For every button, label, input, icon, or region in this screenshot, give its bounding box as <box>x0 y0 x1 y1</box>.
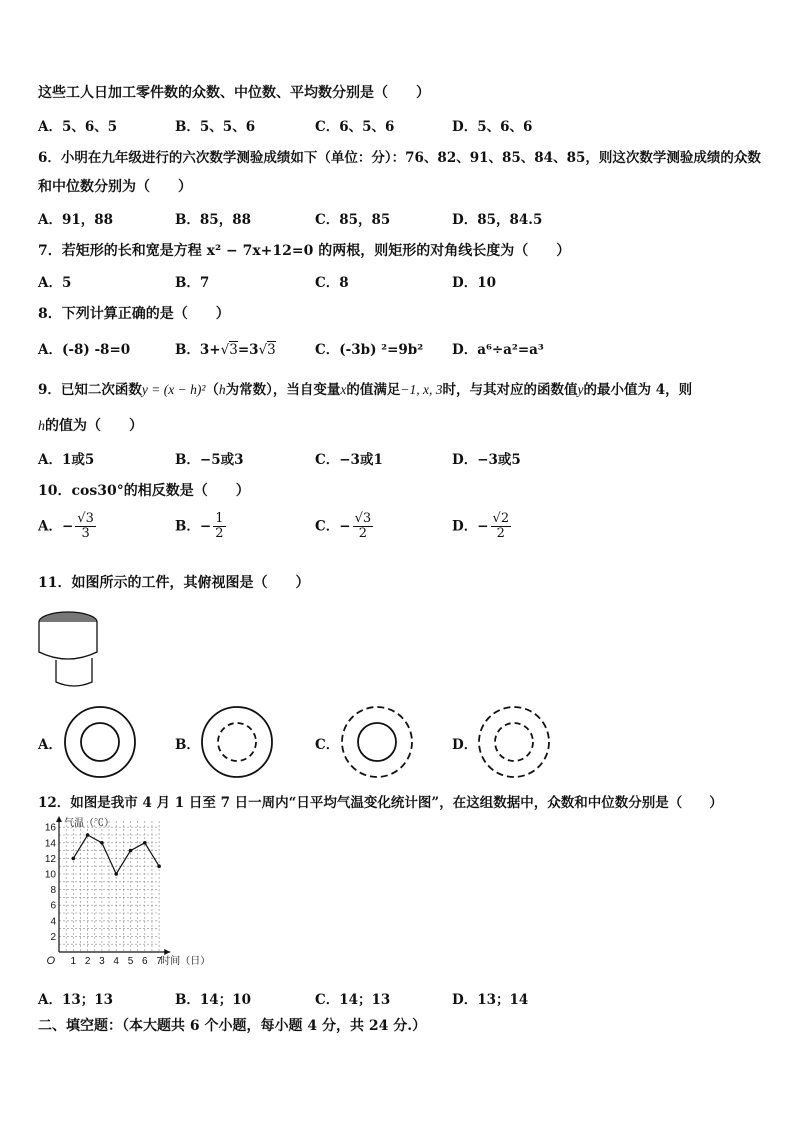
option-b: B．5、5、6 <box>175 119 256 135</box>
y-axis-arrow <box>56 816 62 822</box>
q9-text: 的最小值为 4，则 <box>583 382 693 398</box>
denominator: 3 <box>81 526 90 542</box>
option-d <box>452 512 511 542</box>
var-x: x <box>340 382 347 397</box>
option-d: D．5、6、6 <box>452 119 533 135</box>
var-h: h <box>218 382 226 397</box>
option-a <box>38 512 96 542</box>
x-tick-label: 5 <box>127 956 134 967</box>
option-d: D．a⁶÷a²=a³ <box>452 342 544 358</box>
data-point <box>72 857 76 861</box>
function-expression: y = (x − h)² <box>141 382 206 397</box>
numerator: √2 <box>492 511 510 526</box>
numerator: 1 <box>215 511 224 526</box>
var-y: y <box>577 382 584 397</box>
y-tick-label: 2 <box>50 931 56 943</box>
option-d: D． <box>452 737 478 753</box>
y-tick-label: 16 <box>44 822 56 834</box>
top-view-option-a <box>63 705 137 779</box>
option-b <box>175 512 226 542</box>
y-tick-label: 4 <box>50 916 56 928</box>
value-list: −1, x, 3 <box>400 382 443 397</box>
x-tick-label: 3 <box>99 956 105 967</box>
y-axis-label: 气温（℃） <box>64 818 114 829</box>
numerator: √3 <box>354 511 372 526</box>
section-heading: 二、填空题：（本大题共 6 个小题，每小题 4 分，共 24 分.） <box>38 1018 427 1034</box>
var-h: h <box>38 419 45 434</box>
y-tick-label: 10 <box>44 869 56 881</box>
option-c: C． <box>315 737 340 753</box>
q9-text: 的值满足 <box>346 382 401 398</box>
option-c: C．8 <box>315 275 349 291</box>
option-a: A．1或5 <box>38 452 95 468</box>
option-b: B．85，88 <box>175 212 251 228</box>
denominator: 2 <box>215 526 224 542</box>
option-b: B．−5或3 <box>175 452 244 468</box>
option-a: A． <box>38 737 62 753</box>
option-c: C．14；13 <box>315 992 391 1008</box>
option-label: D．− <box>452 518 489 535</box>
x-tick-label: 1 <box>70 956 77 967</box>
question-stem: 这些工人日加工零件数的众数、中位数、平均数分别是（ ） <box>38 85 430 101</box>
question-6-stem-cont: 和中位数分别为（ ） <box>38 179 192 195</box>
question-7-stem: 7．若矩形的长和宽是方程 x² − 7x+12=0 的两根，则矩形的对角线长度为（ ） <box>38 243 571 259</box>
origin-label: O <box>46 955 55 967</box>
top-view-option-b <box>200 705 274 779</box>
option-b: B．7 <box>175 275 210 291</box>
y-tick-label: 12 <box>44 853 56 865</box>
y-tick-label: 14 <box>44 838 56 850</box>
x-tick-label: 7 <box>156 956 162 967</box>
y-tick-label: 8 <box>50 885 56 897</box>
option-a: A．(-8) -8=0 <box>38 342 131 358</box>
x-tick-label: 4 <box>113 956 119 967</box>
radicand: 3 <box>229 342 238 358</box>
data-point <box>129 849 133 853</box>
temperature-line-chart <box>36 812 236 980</box>
option-d: D．85，84.5 <box>452 212 543 228</box>
option-c: C．−3或1 <box>315 452 383 468</box>
option-label: B．− <box>175 518 212 535</box>
question-10-stem: 10．cos30°的相反数是（ ） <box>38 483 250 499</box>
sqrt-sign: √ <box>258 342 268 358</box>
q9-text: 时，与其对应的函数值 <box>442 382 578 398</box>
top-view-option-c <box>340 705 414 779</box>
option-a: A．5、6、5 <box>38 119 118 135</box>
option-b-mid: =3 <box>237 342 259 358</box>
fraction <box>75 512 96 542</box>
option-b <box>175 338 276 358</box>
fraction <box>491 512 512 542</box>
option-c: C．85，85 <box>315 212 391 228</box>
q9-text: 9．已知二次函数 <box>38 382 142 398</box>
data-point <box>100 841 104 845</box>
data-point <box>143 841 147 845</box>
x-tick-label: 2 <box>84 956 91 967</box>
data-point <box>157 864 161 868</box>
option-a: A．91，88 <box>38 212 114 228</box>
question-12-stem: 12．如图是我市 4 月 1 日至 7 日一周内“日平均气温变化统计图”，在这组数据中，众数和中位数分别是（ ） <box>38 795 723 811</box>
q9-text: 为常数），当自变量 <box>225 382 341 398</box>
question-6-stem: 6．小明在九年级进行的六次数学测验成绩如下（单位：分）：76、82、91、85、84、85，则这次数学测验成绩的众数 <box>38 150 761 166</box>
data-point <box>114 872 118 876</box>
y-tick-label: 6 <box>50 900 56 912</box>
option-b: B． <box>175 737 200 753</box>
question-9-stem-cont <box>38 415 143 435</box>
option-a: A．13；13 <box>38 992 114 1008</box>
q9-text: 的值为（ ） <box>45 418 143 434</box>
option-label: C．− <box>315 518 351 535</box>
x-axis-arrow <box>164 949 170 955</box>
denominator: 2 <box>496 526 505 542</box>
question-11-stem: 11．如图所示的工件，其俯视图是（ ） <box>38 575 310 591</box>
option-b-prefix: B．3+ <box>175 342 221 358</box>
option-c <box>315 512 373 542</box>
option-d: D．13；14 <box>452 992 529 1008</box>
option-c: C．(-3b) ²=9b² <box>315 342 424 358</box>
option-b: B．14；10 <box>175 992 251 1008</box>
data-point <box>86 833 90 837</box>
option-d: D．−3或5 <box>452 452 521 468</box>
x-tick-label: 6 <box>142 956 148 967</box>
radicand: 3 <box>267 342 276 358</box>
option-label: A．− <box>38 518 74 535</box>
q9-text: （ <box>205 382 219 398</box>
option-d: D．10 <box>452 275 496 291</box>
option-a: A．5 <box>38 275 72 291</box>
x-axis-label: 时间（日） <box>160 956 211 967</box>
fraction <box>213 512 225 542</box>
question-8-stem: 8．下列计算正确的是（ ） <box>38 306 230 322</box>
denominator: 2 <box>358 526 367 542</box>
option-c: C．6、5、6 <box>315 119 395 135</box>
question-9-stem <box>38 378 692 398</box>
sqrt-sign: √ <box>220 342 230 358</box>
numerator: √3 <box>77 511 94 526</box>
fraction <box>353 512 374 542</box>
workpiece-figure <box>36 606 102 692</box>
top-view-option-d <box>477 705 551 779</box>
